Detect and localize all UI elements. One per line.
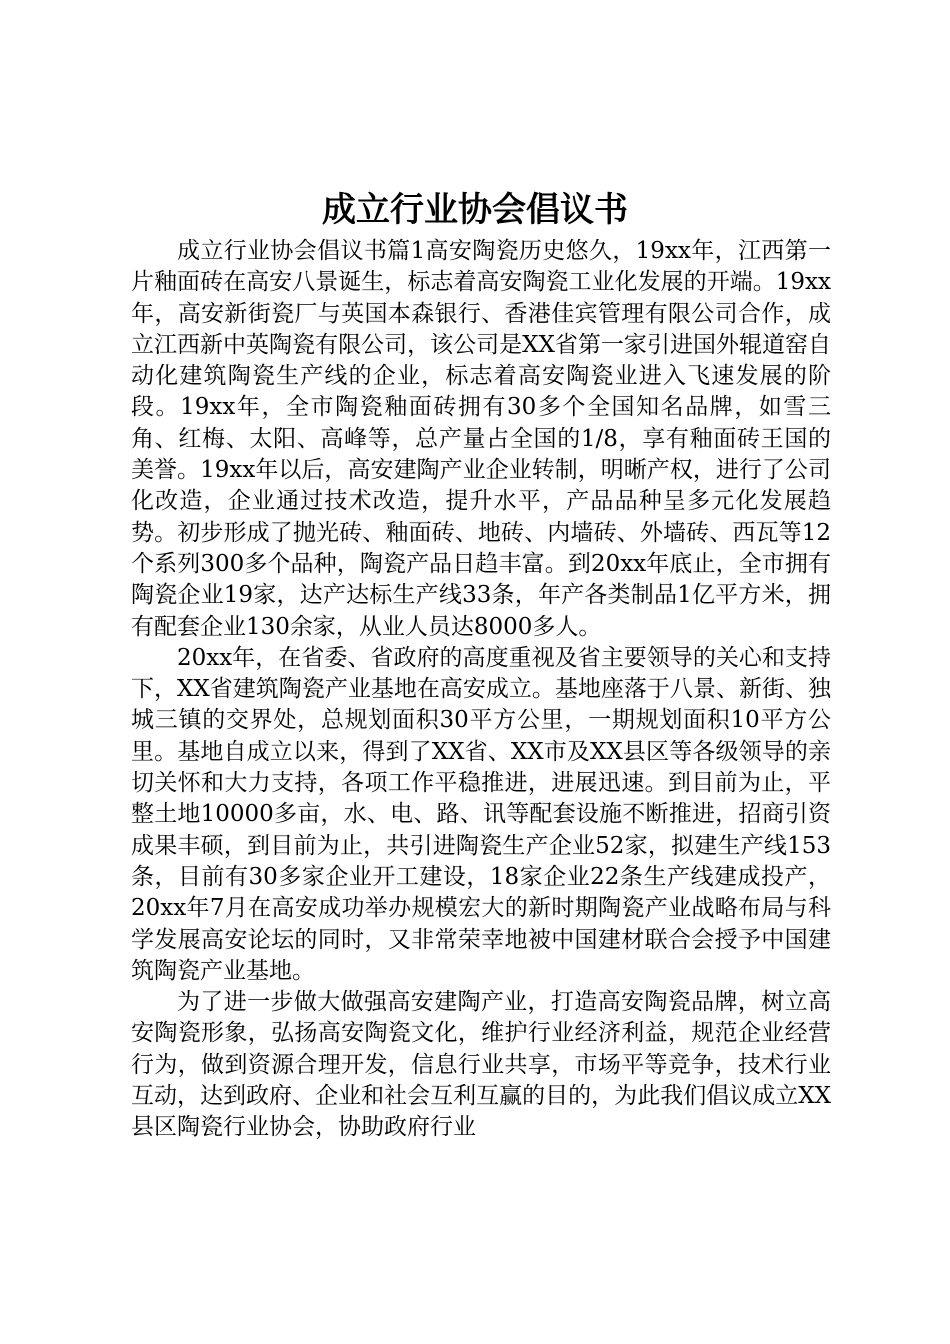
paragraph-2: 20xx年，在省委、省政府的高度重视及省主要领导的关心和支持下，XX省建筑陶瓷产业基地在高安成立。基地座落于八景、新街、独城三镇的交界处，总规划面积30平方公里，一期规划面积10平方公里。基地自成立以来，得到了XX省、XX市及XX县区等各级领导的亲切关怀和大力支持，各项工作平稳推进，进展迅速。到目前为止，平整土地10000多亩，水、电、路、讯等配套设施不断推进，招商引资成果丰硕，到目前为止，共引进陶瓷生产企业52家，拟建生产线153条，目前有30多家企业开工建设，18家企业22条生产线建成投产，20xx年7月在高安成功举办规模宏大的新时期陶瓷产业战略布局与科学发展高安论坛的同时，又非常荣幸地被中国建材联合会授予中国建筑陶瓷产业基地。 (131, 644, 831, 984)
document-body (131, 236, 831, 1144)
paragraph-3: 为了进一步做大做强高安建陶产业，打造高安陶瓷品牌，树立高安陶瓷形象，弘扬高安陶瓷文化，维护行业经济利益，规范企业经营行为，做到资源合理开发，信息行业共享，市场平等竞争，技术行业互动，达到政府、企业和社会互利互赢的目的，为此我们倡议成立XX县区陶瓷行业协会，协助政府行业 (131, 989, 831, 1141)
paragraph-1: 成立行业协会倡议书篇1高安陶瓷历史悠久，19xx年，江西第一片釉面砖在高安八景诞生，标志着高安陶瓷工业化发展的开端。19xx年，高安新街瓷厂与英国本森银行、香港佳宾管理有限公司合作，成立江西新中英陶瓷有限公司，该公司是XX省第一家引进国外辊道窑自动化建筑陶瓷生产线的企业，标志着高安陶瓷业进入飞速发展的阶段。19xx年，全市陶瓷釉面砖拥有30多个全国知名品牌，如雪三角、红梅、太阳、高峰等，总产量占全国的1/8，享有釉面砖王国的美誉。19xx年以后，高安建陶产业企业转制，明晰产权，进行了公司化改造，企业通过技术改造，提升水平，产品品种呈多元化发展趋势。初步形成了抛光砖、釉面砖、地砖、内墙砖、外墙砖、西瓦等12个系列300多个品种，陶瓷产品日趋丰富。到20xx年底止，全市拥有陶瓷企业19家，达产达标生产线33条，年产各类制品1亿平方米，拥有配套企业130余家，从业人员达8000多人。 (131, 238, 831, 640)
document-title: 成立行业协会倡议书 (322, 190, 628, 230)
